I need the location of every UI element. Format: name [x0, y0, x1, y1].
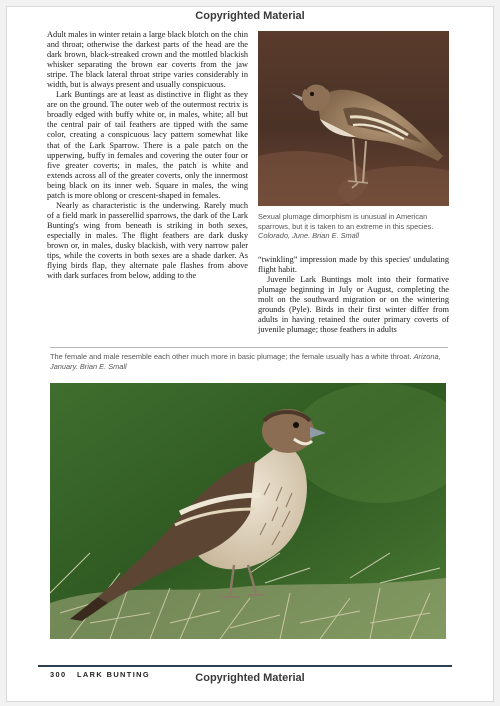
running-head: LARK BUNTING — [77, 670, 151, 679]
paragraph: Lark Buntings are at least as distinctive in flight as they are on the ground. The outer web of the outermost rectrix is broadly edged with buffy white or, in males, white; all but the central pair of tail feathers are tipped with the same color, creating a conspicuous lacy pattern somewhat like that of the Lark Sparrow. There is a pale patch on the upperwing, buffy in females and covering the outer four or five greater coverts; in males, the patch is white and extends across all of the greater coverts, only the innermost being black on its inner web. Square in males, the wing patch is more oblong or crescent-shaped in females. — [47, 90, 248, 200]
photo-lark-bunting-on-cactus — [50, 383, 446, 639]
photo-lark-bunting-female-standing — [258, 31, 449, 206]
paragraph: Adult males in winter retain a large black blotch on the chin and throat; otherwise the darkest parts of the head are the dark brown, black-streaked crown and the mottled blackish whisker separating the brown ear coverts from the jaw stripe. The black lateral throat stripe varies considerably in width, but is always present and usually conspicuous. — [47, 30, 248, 90]
caption-top-photo — [258, 212, 449, 241]
caption-credit: Arizona, January. Brian E. Small — [50, 352, 441, 371]
body-text-left-column — [47, 30, 248, 281]
caption-text: Sexual plumage dimorphism is unusual in American sparrows, but it is taken to an extreme in this species. — [258, 212, 434, 231]
footer-rule — [38, 665, 452, 667]
caption-credit: Colorado, June. Brian E. Small — [258, 231, 360, 240]
caption-main-photo — [50, 352, 450, 371]
caption-divider — [50, 347, 448, 348]
caption-text: The female and male resemble each other much more in basic plumage; the female usually has a white throat. — [50, 352, 412, 361]
body-text-right-column — [258, 255, 449, 335]
copyright-watermark-bottom: Copyrighted Material — [195, 672, 305, 684]
paragraph: “twinkling” impression made by this species' undulating flight habit. — [258, 255, 449, 275]
paragraph: Nearly as characteristic is the underwing. Rarely much of a field mark in passerellid sparrows, the dark of the Lark Bunting's wing from beneath is striking in both sexes, especially in males. The flight feathers are dark dusky brown or, in males, dusky blackish, with very narrow paler tips, while the coverts in both sexes are a shade darker. As flying birds flap, they alternate pale flashes from above with dark surfaces from below, adding to the — [47, 200, 248, 281]
copyright-watermark-top: Copyrighted Material — [195, 10, 305, 22]
paragraph: Juvenile Lark Buntings molt into their formative plumage beginning in July or August, completing the molt on the southward migration or on the wintering grounds (Pyle). Birds in their first winter differ from adults in having retained the outer primary coverts of juvenile plumage; those feathers in adults — [258, 275, 449, 335]
page-number: 300 — [50, 670, 67, 679]
